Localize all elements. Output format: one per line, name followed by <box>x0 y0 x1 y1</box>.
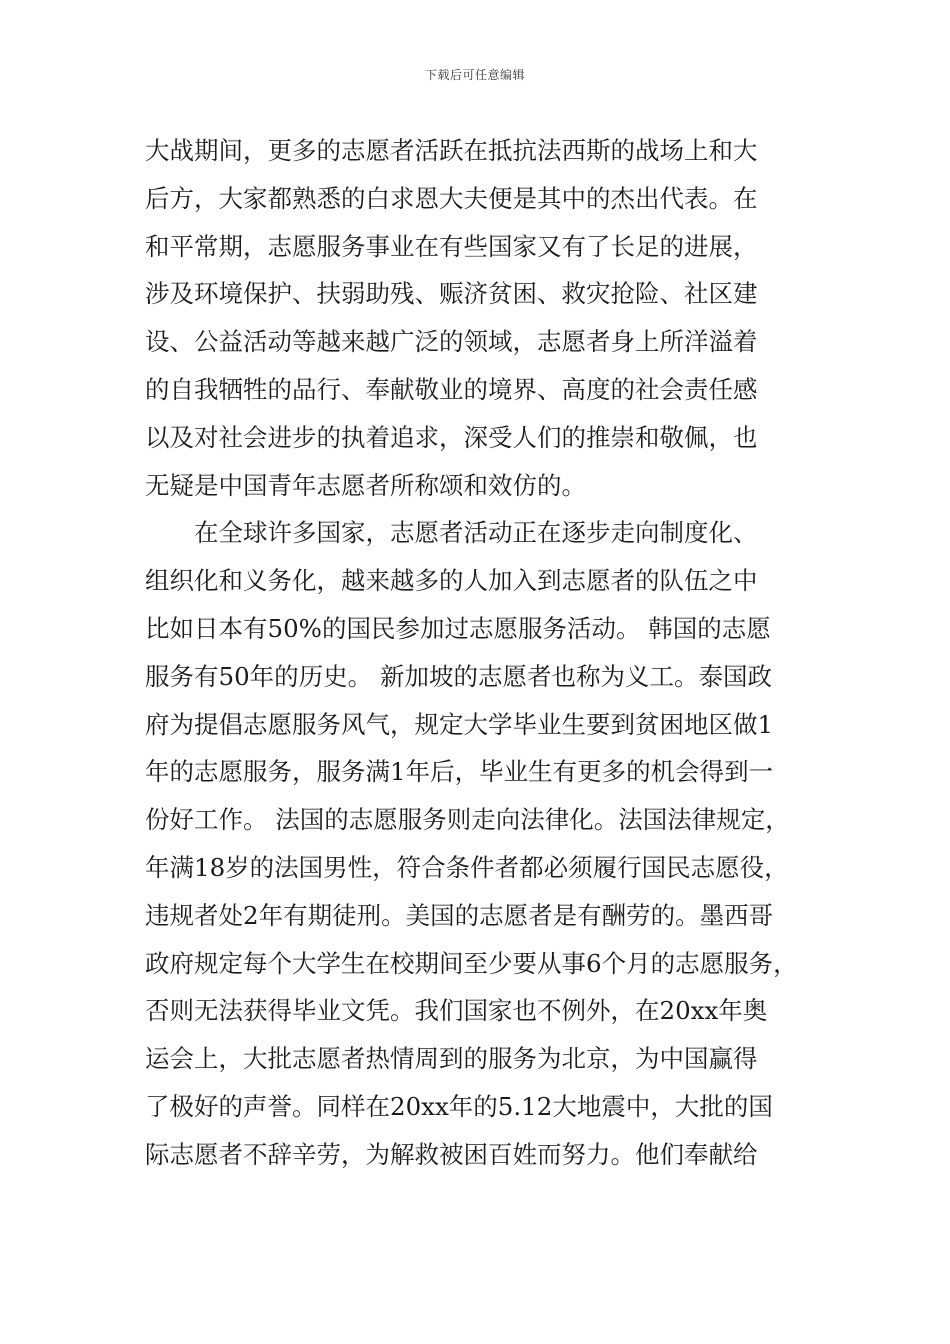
text-line: 以及对社会进步的执着追求，深受人们的推崇和敬佩，也 <box>145 422 758 452</box>
paragraph-2 <box>145 509 813 1178</box>
text-line: 比如日本有50%的国民参加过志愿服务活动。 韩国的志愿 <box>145 613 771 643</box>
text-line: 后方，大家都熟悉的白求恩大夫便是其中的杰出代表。在 <box>145 183 758 213</box>
text-line: 的自我牺牲的品行、奉献敬业的境界、高度的社会责任感 <box>145 374 758 404</box>
text-line: 无疑是中国青年志愿者所称颂和效仿的。 <box>145 470 586 500</box>
text-line: 设、公益活动等越来越广泛的领域，志愿者身上所洋溢着 <box>145 327 758 357</box>
page-header: 下载后可任意编辑 <box>424 68 525 82</box>
text-line: 组织化和义务化，越来越多的人加入到志愿者的队伍之中 <box>145 566 758 596</box>
text-line: 份好工作。 法国的志愿服务则走向法律化。法国法律规定， <box>145 805 790 835</box>
text-line: 政府规定每个大学生在校期间至少要从事6个月的志愿服务， <box>145 948 798 978</box>
text-line: 年满18岁的法国男性，符合条件者都必须履行国民志愿役， <box>145 852 789 882</box>
text-line: 涉及环境保护、扶弱助残、赈济贫困、救灾抢险、社区建 <box>145 279 758 309</box>
document-body <box>145 127 813 1179</box>
text-line: 府为提倡志愿服务风气，规定大学毕业生要到贫困地区做1 <box>145 709 774 739</box>
text-line: 大战期间，更多的志愿者活跃在抵抗法西斯的战场上和大 <box>145 136 758 165</box>
text-line: 和平常期，志愿服务事业在有些国家又有了长足的进展， <box>145 231 758 261</box>
text-line: 否则无法获得毕业文凭。我们国家也不例外，在20xx年奥 <box>145 996 768 1026</box>
text-line: 在全球许多国家，志愿者活动正在逐步走向制度化、 <box>145 518 758 548</box>
text-line: 际志愿者不辞辛劳，为解救被困百姓而努力。他们奉献给 <box>145 1139 758 1169</box>
text-line: 年的志愿服务，服务满1年后，毕业生有更多的机会得到一 <box>145 757 774 787</box>
text-line: 了极好的声誉。同样在20xx年的5.12大地震中，大批的国 <box>145 1091 773 1121</box>
text-line: 违规者处2年有期徒刑。美国的志愿者是有酬劳的。墨西哥 <box>145 900 774 930</box>
text-line: 服务有50年的历史。 新加坡的志愿者也称为义工。泰国政 <box>145 661 772 691</box>
paragraph-1 <box>145 127 813 509</box>
text-line: 运会上，大批志愿者热情周到的服务为北京，为中国赢得 <box>145 1044 758 1074</box>
